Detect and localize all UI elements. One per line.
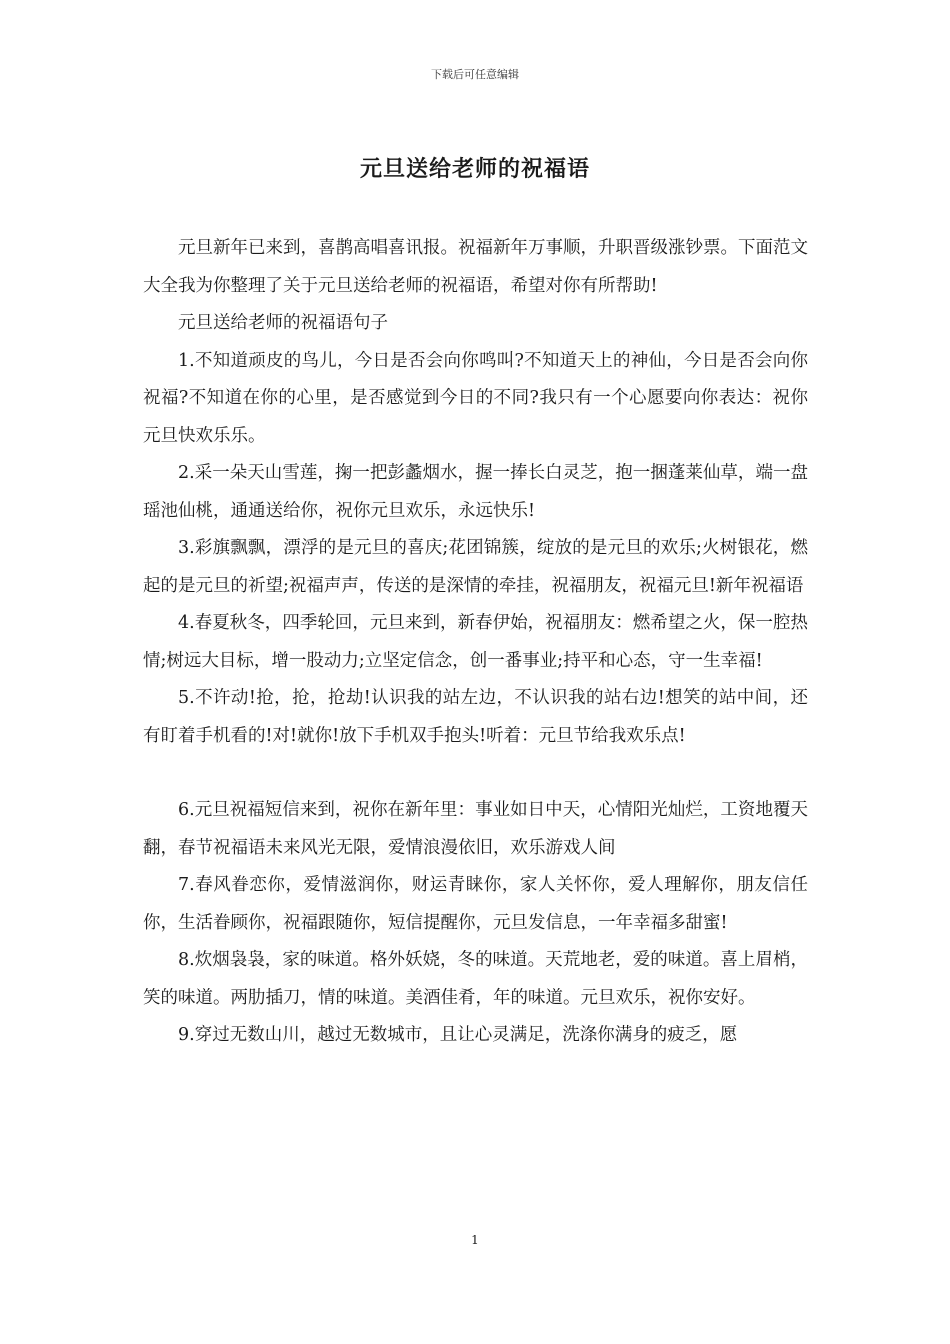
blessing-item-1: 1.不知道顽皮的鸟儿，今日是否会向你鸣叫?不知道天上的神仙，今日是否会向你祝福?不知道在你的心里，是否感觉到今日的不同?我只有一个心愿要向你表达：祝你元旦快欢乐乐。 <box>143 350 808 446</box>
blessing-item-3: 3.彩旗飘飘，漂浮的是元旦的喜庆;花团锦簇，绽放的是元旦的欢乐;火树银花，燃起的是元旦的祈望;祝福声声，传送的是深情的牵挂，祝福朋友，祝福元旦!新年祝福语 <box>143 538 808 596</box>
blessing-item-6: 6.元旦祝福短信来到，祝你在新年里：事业如日中天，心情阳光灿烂，工资地覆天翻，春节祝福语未来风光无限，爱情浪漫依旧，欢乐游戏人间 <box>143 800 808 858</box>
blessing-item-7: 7.春风眷恋你，爱情滋润你，财运青睐你，家人关怀你，爱人理解你，朋友信任你，生活眷顾你，祝福跟随你，短信提醒你，元旦发信息，一年幸福多甜蜜! <box>143 875 808 933</box>
page-number: 1 <box>471 1233 479 1247</box>
intro-paragraph: 元旦新年已来到，喜鹊高唱喜讯报。祝福新年万事顺，升职晋级涨钞票。下面范文大全我为你整理了关于元旦送给老师的祝福语，希望对你有所帮助! <box>143 238 808 296</box>
blessing-item-8: 8.炊烟袅袅，家的味道。格外妖娆，冬的味道。天荒地老，爱的味道。喜上眉梢，笑的味道。两肋插刀，情的味道。美酒佳肴，年的味道。元旦欢乐，祝你安好。 <box>143 950 808 1008</box>
blessing-item-9: 9.穿过无数山川，越过无数城市，且让心灵满足，洗涤你满身的疲乏，愿 <box>178 1025 738 1045</box>
document-body <box>143 230 808 1055</box>
blessing-item-5: 5.不许动!抢，抢，抢劫!认识我的站左边，不认识我的站右边!想笑的站中间，还有盯着手机看的!对!就你!放下手机双手抱头!听着：元旦节给我欢乐点! <box>143 688 808 746</box>
blessing-item-4: 4.春夏秋冬，四季轮回，元旦来到，新春伊始，祝福朋友：燃希望之火，保一腔热情;树远大目标，增一股动力;立坚定信念，创一番事业;持平和心态，守一生幸福! <box>143 613 808 671</box>
document-title: 元旦送给老师的祝福语 <box>359 156 590 182</box>
blessing-item-2: 2.采一朵天山雪莲，掬一把彭蠡烟水，握一捧长白灵芝，抱一捆蓬莱仙草，端一盘瑶池仙桃，通通送给你，祝你元旦欢乐，永远快乐! <box>143 463 808 521</box>
section-heading: 元旦送给老师的祝福语句子 <box>178 313 388 333</box>
page-header-note: 下载后可任意编辑 <box>431 68 519 81</box>
